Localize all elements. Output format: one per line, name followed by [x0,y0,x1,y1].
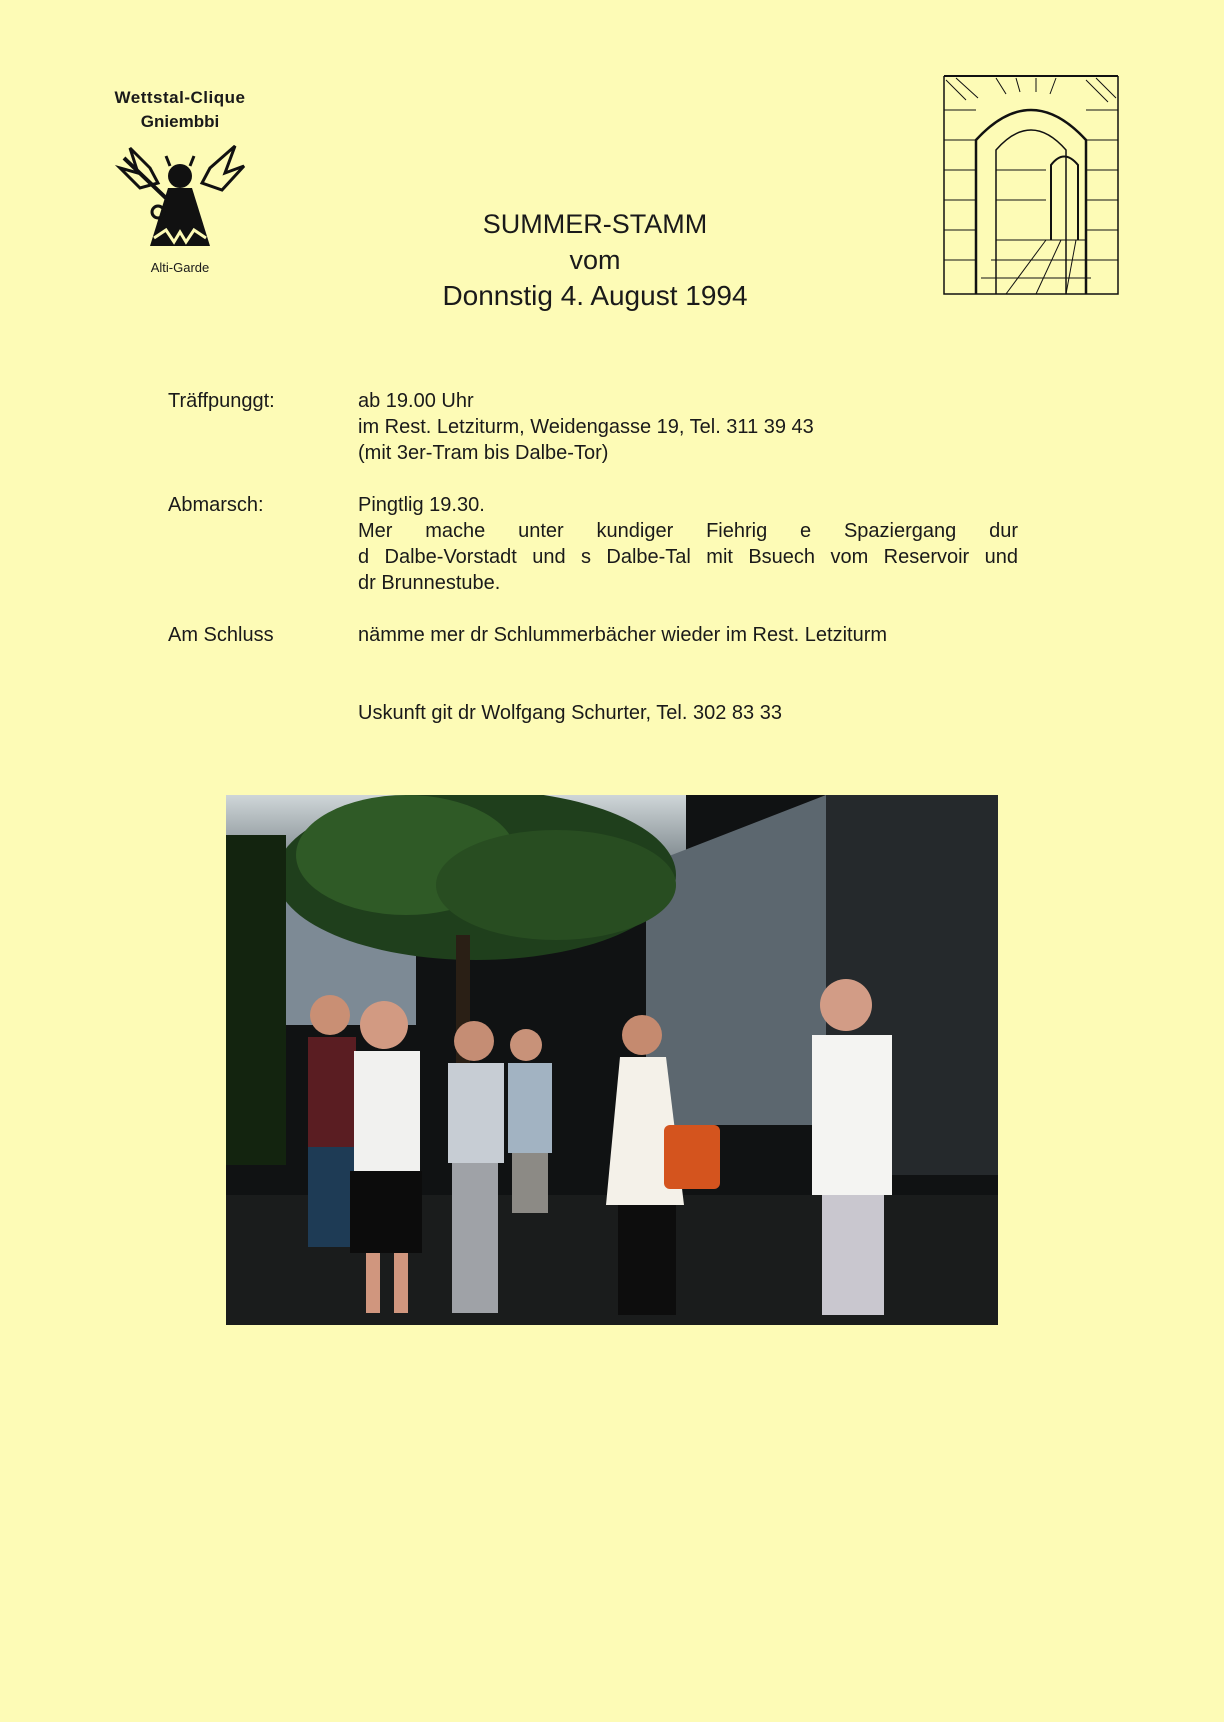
departure-desc-1: Mer mache unter kundiger Fiehrig e Spaziergang dur [358,520,1018,542]
gate-sketch-icon [936,70,1126,300]
event-title: SUMMER-STAMM [482,209,708,239]
closing-label: Am Schluss [168,624,274,646]
event-vom: vom [569,245,621,275]
city-gate-drawing [936,70,1126,300]
closing-value [358,622,1188,648]
meeting-time: ab 19.00 Uhr [358,390,474,412]
departure-label: Abmarsch: [168,494,264,516]
group-photo [226,795,998,1325]
group-photo-illustration [226,795,998,1325]
departure-time: Pingtlig 19.30. [358,494,485,516]
clique-logo [70,88,290,275]
logo-subname: Gniembbi [140,112,220,131]
departure-desc-3: dr Brunnestube. [358,572,501,594]
logo-alti-garde: Alti-Garde [150,260,210,275]
event-date: Donnstig 4. August 1994 [442,280,748,311]
departure-desc-2: d Dalbe-Vorstadt und s Dalbe-Tal mit Bsuech vom Reservoir und [358,546,1018,568]
closing-text: nämme mer dr Schlummerbächer wieder im Rest. Letziturm [358,624,888,646]
meeting-point-value [358,388,1188,466]
meeting-location: im Rest. Letziturm, Weidengasse 19, Tel. 311 39 43 [358,416,814,438]
departure-value [358,492,1018,596]
devil-mascot-icon [110,138,250,258]
meeting-directions: (mit 3er-Tram bis Dalbe-Tor) [358,442,609,464]
meeting-point-label: Träffpunggt: [168,390,275,412]
logo-name: Wettstal-Clique [114,88,246,107]
info-text: Uskunft git dr Wolfgang Schurter, Tel. 302 83 33 [358,702,782,724]
event-heading [395,206,795,314]
